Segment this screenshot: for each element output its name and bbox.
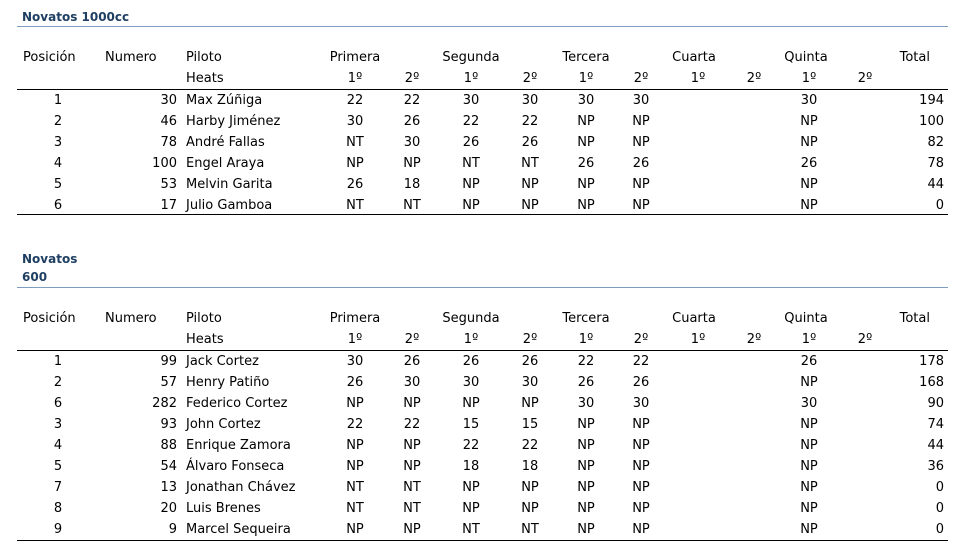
header-heat-sub: 2º [746, 71, 762, 86]
cell-heat: NP [521, 396, 539, 411]
cell-heat: NP [462, 501, 480, 516]
cell-numero: 46 [160, 114, 177, 129]
header-heat-group: Tercera [562, 311, 610, 326]
cell-heat: NT [521, 522, 539, 537]
cell-heat [676, 111, 720, 132]
cell-piloto: André Fallas [186, 135, 265, 150]
header-numero: Numero [105, 311, 157, 326]
cell-heat [732, 414, 776, 435]
header-heats: Heats [186, 71, 224, 86]
header-heat-sub: 2º [857, 332, 873, 347]
cell-heat: 30 [403, 135, 421, 150]
cell-heat [732, 435, 776, 456]
header-posicion: Posición [23, 50, 76, 65]
cell-posicion: 5 [53, 459, 63, 474]
cell-piloto: Enrique Zamora [186, 438, 291, 453]
cell-heat: 26 [800, 156, 818, 171]
cell-total: 74 [927, 417, 944, 432]
cell-heat [676, 414, 720, 435]
cell-heat: NP [346, 156, 364, 171]
cell-heat [732, 456, 776, 477]
cell-heat: NP [632, 480, 650, 495]
cell-heat: NT [403, 501, 421, 516]
cell-heat: NP [632, 522, 650, 537]
header-heat-sub: 1º [463, 332, 479, 347]
cell-numero: 99 [160, 354, 177, 369]
cell-heat: 30 [521, 375, 539, 390]
cell-posicion: 4 [53, 438, 63, 453]
cell-heat: 22 [632, 354, 650, 369]
cell-piloto: Álvaro Fonseca [186, 459, 285, 474]
header-heat-group: Segunda [442, 311, 500, 326]
header-heat-sub: 1º [578, 332, 594, 347]
header-total: Total [899, 50, 930, 65]
cell-posicion: 8 [53, 501, 63, 516]
cell-numero: 282 [152, 396, 177, 411]
cell-heat: 26 [462, 354, 480, 369]
header-heat-sub: 1º [690, 332, 706, 347]
cell-heat [676, 153, 720, 174]
cell-piloto: Harby Jiménez [186, 114, 281, 129]
cell-heat [676, 90, 720, 111]
table-row [0, 498, 967, 519]
cell-heat [676, 174, 720, 195]
cell-heat: 18 [462, 459, 480, 474]
section-title: Novatos [22, 252, 78, 266]
cell-total: 82 [927, 135, 944, 150]
cell-heat: 22 [403, 417, 421, 432]
cell-heat: NP [462, 198, 480, 213]
cell-piloto: Jonathan Chávez [186, 480, 296, 495]
table-row [0, 195, 967, 216]
header-posicion: Posición [23, 311, 76, 326]
cell-heat [676, 372, 720, 393]
table-subheader-row [0, 329, 967, 350]
cell-heat: 22 [521, 438, 539, 453]
cell-heat: NP [632, 177, 650, 192]
cell-heat: NP [632, 438, 650, 453]
cell-heat: NP [403, 396, 421, 411]
table-row [0, 351, 967, 372]
cell-numero: 54 [160, 459, 177, 474]
cell-posicion: 6 [53, 396, 63, 411]
cell-heat: NP [462, 177, 480, 192]
cell-heat: 18 [403, 177, 421, 192]
cell-piloto: Luis Brenes [186, 501, 261, 516]
cell-numero: 53 [160, 177, 177, 192]
table-row [0, 393, 967, 414]
table-row [0, 456, 967, 477]
header-heat-sub: 2º [522, 71, 538, 86]
cell-heat: 26 [577, 375, 595, 390]
cell-total: 44 [927, 438, 944, 453]
cell-heat: NP [800, 198, 818, 213]
cell-heat: 26 [632, 375, 650, 390]
header-heat-sub: 2º [857, 71, 873, 86]
cell-heat: NP [632, 198, 650, 213]
table-row [0, 414, 967, 435]
header-heat-sub: 1º [347, 71, 363, 86]
header-piloto: Piloto [186, 311, 222, 326]
cell-heat: 26 [521, 354, 539, 369]
cell-heat: NP [800, 135, 818, 150]
cell-heat: NT [346, 501, 364, 516]
cell-heat [732, 132, 776, 153]
cell-heat: NT [403, 480, 421, 495]
cell-heat [732, 195, 776, 216]
table-row [0, 174, 967, 195]
cell-heat: 30 [346, 114, 364, 129]
cell-heat: NP [462, 396, 480, 411]
cell-total: 194 [919, 93, 944, 108]
cell-total: 178 [919, 354, 944, 369]
cell-heat: NP [521, 501, 539, 516]
table-row [0, 132, 967, 153]
cell-heat: 30 [521, 93, 539, 108]
cell-total: 0 [935, 480, 944, 495]
cell-heat: 22 [462, 438, 480, 453]
cell-heat [676, 456, 720, 477]
cell-numero: 20 [160, 501, 177, 516]
cell-numero: 57 [160, 375, 177, 390]
cell-total: 168 [919, 375, 944, 390]
cell-heat: 30 [403, 375, 421, 390]
cell-heat: 26 [403, 354, 421, 369]
cell-heat [732, 153, 776, 174]
cell-heat: NP [521, 177, 539, 192]
table-header-row [0, 47, 967, 68]
table-row [0, 519, 967, 540]
table-bottom-border [17, 214, 948, 215]
table-header-row [0, 308, 967, 329]
cell-heat: 30 [462, 375, 480, 390]
cell-posicion: 7 [53, 480, 63, 495]
cell-heat [676, 132, 720, 153]
cell-heat: 30 [577, 396, 595, 411]
cell-heat: 30 [800, 396, 818, 411]
header-heat-group: Tercera [562, 50, 610, 65]
header-numero: Numero [105, 50, 157, 65]
cell-heat: 30 [577, 93, 595, 108]
header-heat-sub: 1º [801, 332, 817, 347]
cell-heat [676, 498, 720, 519]
cell-heat: 30 [632, 93, 650, 108]
cell-heat: NP [462, 480, 480, 495]
cell-heat: NP [800, 177, 818, 192]
cell-heat: NP [577, 501, 595, 516]
cell-heat [676, 435, 720, 456]
header-heat-sub: 2º [404, 332, 420, 347]
cell-heat: NP [800, 501, 818, 516]
table-row [0, 477, 967, 498]
cell-heat [732, 372, 776, 393]
cell-heat: 18 [521, 459, 539, 474]
cell-heat: NP [577, 177, 595, 192]
cell-numero: 100 [152, 156, 177, 171]
header-heat-sub: 2º [633, 71, 649, 86]
cell-heat: NT [521, 156, 539, 171]
cell-posicion: 1 [53, 93, 63, 108]
cell-piloto: Julio Gamboa [186, 198, 273, 213]
table-bottom-border [17, 540, 948, 541]
header-heat-sub: 2º [633, 332, 649, 347]
cell-heat: NT [462, 156, 480, 171]
cell-heat: NP [346, 396, 364, 411]
cell-heat [676, 393, 720, 414]
header-heat-sub: 1º [578, 71, 594, 86]
cell-posicion: 3 [53, 417, 63, 432]
cell-heat: NP [632, 417, 650, 432]
cell-heat: 22 [403, 93, 421, 108]
cell-total: 36 [927, 459, 944, 474]
cell-heat [676, 351, 720, 372]
cell-heat: NP [577, 114, 595, 129]
cell-total: 100 [919, 114, 944, 129]
header-heat-group: Primera [329, 50, 381, 65]
cell-piloto: John Cortez [186, 417, 261, 432]
cell-heat: 15 [521, 417, 539, 432]
cell-piloto: Engel Araya [186, 156, 265, 171]
cell-heat: NP [632, 459, 650, 474]
cell-heat: 22 [346, 417, 364, 432]
cell-heat [732, 174, 776, 195]
table-row [0, 153, 967, 174]
section-title: Novatos 1000cc [22, 10, 130, 24]
cell-heat: NP [632, 501, 650, 516]
cell-piloto: Max Zúñiga [186, 93, 263, 108]
cell-heat: NT [346, 480, 364, 495]
cell-heat: NP [800, 459, 818, 474]
cell-heat: 26 [800, 354, 818, 369]
cell-heat: 22 [577, 354, 595, 369]
table-row [0, 111, 967, 132]
table-row [0, 372, 967, 393]
cell-heat: NP [403, 438, 421, 453]
cell-heat: NP [521, 198, 539, 213]
cell-heat: NP [577, 459, 595, 474]
cell-piloto: Federico Cortez [186, 396, 288, 411]
cell-posicion: 5 [53, 177, 63, 192]
header-heat-sub: 2º [522, 332, 538, 347]
cell-posicion: 4 [53, 156, 63, 171]
cell-heat: NP [346, 438, 364, 453]
cell-heat: NT [346, 198, 364, 213]
cell-heat: NP [577, 522, 595, 537]
cell-total: 44 [927, 177, 944, 192]
cell-heat [676, 195, 720, 216]
cell-heat: NP [577, 438, 595, 453]
cell-heat [732, 351, 776, 372]
cell-heat: 30 [462, 93, 480, 108]
cell-heat: NP [632, 114, 650, 129]
cell-heat [676, 519, 720, 540]
cell-heat: NP [800, 480, 818, 495]
cell-heat: NP [800, 438, 818, 453]
header-heat-group: Quinta [784, 50, 828, 65]
cell-numero: 9 [168, 522, 177, 537]
cell-posicion: 6 [53, 198, 63, 213]
header-piloto: Piloto [186, 50, 222, 65]
cell-posicion: 1 [53, 354, 63, 369]
cell-numero: 30 [160, 93, 177, 108]
header-heat-sub: 2º [404, 71, 420, 86]
cell-heat [732, 111, 776, 132]
cell-heat: 30 [346, 354, 364, 369]
cell-heat: NT [462, 522, 480, 537]
table-subheader-row [0, 68, 967, 89]
cell-heat: 26 [346, 177, 364, 192]
section-title: 600 [22, 270, 48, 284]
header-heat-group: Cuarta [672, 50, 716, 65]
cell-piloto: Henry Patiño [186, 375, 270, 390]
header-heat-group: Quinta [784, 311, 828, 326]
cell-heat: NP [577, 417, 595, 432]
table-row [0, 435, 967, 456]
cell-heat [732, 90, 776, 111]
cell-heat: 26 [577, 156, 595, 171]
cell-heat: NP [346, 459, 364, 474]
cell-numero: 78 [160, 135, 177, 150]
cell-posicion: 2 [53, 375, 63, 390]
table-row [0, 90, 967, 111]
header-heat-sub: 1º [463, 71, 479, 86]
cell-heat: NP [346, 522, 364, 537]
cell-total: 0 [935, 501, 944, 516]
cell-heat: 26 [521, 135, 539, 150]
cell-numero: 93 [160, 417, 177, 432]
header-total: Total [899, 311, 930, 326]
cell-heat: NT [403, 198, 421, 213]
cell-heat: NT [346, 135, 364, 150]
cell-piloto: Jack Cortez [186, 354, 259, 369]
cell-heat: NP [403, 459, 421, 474]
section-title-rule [17, 26, 948, 27]
header-heat-group: Cuarta [672, 311, 716, 326]
cell-heat: NP [632, 135, 650, 150]
cell-heat: NP [800, 114, 818, 129]
cell-heat: NP [577, 198, 595, 213]
cell-piloto: Marcel Sequeira [186, 522, 291, 537]
cell-posicion: 9 [53, 522, 63, 537]
cell-heat [732, 498, 776, 519]
cell-heat: NP [577, 135, 595, 150]
cell-heat: 26 [632, 156, 650, 171]
cell-heat: 15 [462, 417, 480, 432]
cell-posicion: 3 [53, 135, 63, 150]
header-heat-sub: 1º [801, 71, 817, 86]
cell-heat: NP [577, 480, 595, 495]
cell-heat: NP [403, 522, 421, 537]
header-heat-sub: 1º [690, 71, 706, 86]
cell-heat: 26 [346, 375, 364, 390]
header-heat-group: Segunda [442, 50, 500, 65]
header-heat-group: Primera [329, 311, 381, 326]
cell-heat: 26 [462, 135, 480, 150]
cell-heat [732, 393, 776, 414]
cell-heat: 26 [403, 114, 421, 129]
cell-heat: 30 [800, 93, 818, 108]
cell-numero: 13 [160, 480, 177, 495]
cell-heat: NP [800, 417, 818, 432]
cell-heat [732, 477, 776, 498]
cell-piloto: Melvin Garita [186, 177, 273, 192]
cell-heat: NP [521, 480, 539, 495]
header-heats: Heats [186, 332, 224, 347]
cell-total: 0 [935, 522, 944, 537]
cell-heat: 22 [521, 114, 539, 129]
cell-heat: NP [403, 156, 421, 171]
cell-posicion: 2 [53, 114, 63, 129]
cell-heat: 22 [346, 93, 364, 108]
cell-total: 78 [927, 156, 944, 171]
cell-heat [676, 477, 720, 498]
cell-heat: 30 [632, 396, 650, 411]
cell-total: 0 [935, 198, 944, 213]
cell-numero: 17 [160, 198, 177, 213]
cell-heat: NP [800, 522, 818, 537]
header-heat-sub: 1º [347, 332, 363, 347]
header-heat-sub: 2º [746, 332, 762, 347]
cell-numero: 88 [160, 438, 177, 453]
section-title-rule [17, 287, 948, 288]
cell-total: 90 [927, 396, 944, 411]
cell-heat: 22 [462, 114, 480, 129]
cell-heat: NP [800, 375, 818, 390]
cell-heat [732, 519, 776, 540]
